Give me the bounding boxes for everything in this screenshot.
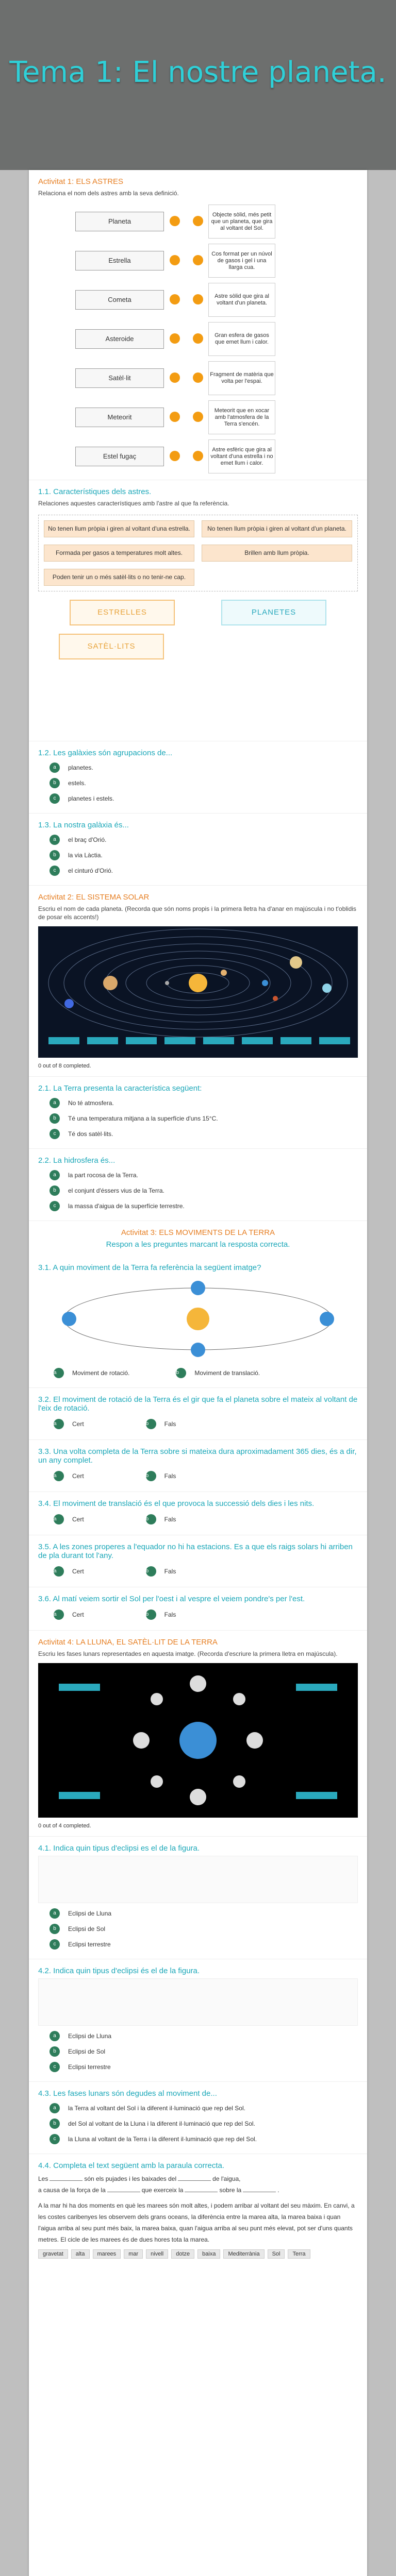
q34-option-1[interactable]: a Cert	[54, 1514, 84, 1524]
radio-a[interactable]: a	[54, 1419, 64, 1429]
radio-a[interactable]: a	[50, 1908, 60, 1919]
radio-b[interactable]: b	[50, 850, 60, 860]
q42-title: 4.2. Indica quin tipus d'eclipsi és el de la figura.	[38, 1967, 200, 1975]
match-row	[38, 201, 358, 241]
q21-title: 2.1. La Terra presenta la característica següent:	[38, 1084, 202, 1093]
orbit-svg	[38, 1275, 358, 1363]
q34-title: 3.4. El moviment de translació és el que provoca la successió dels dies i les nits.	[38, 1499, 315, 1508]
radio-a[interactable]: a	[54, 1514, 64, 1524]
q12-title: 1.2. Les galàxies són agrupacions de...	[38, 749, 173, 757]
activitat-4-title: Activitat 4: LA LLUNA, EL SATÈL·LIT DE LA TERRA	[38, 1638, 218, 1647]
radio-b[interactable]: b	[176, 1368, 186, 1378]
word-chip[interactable]: mar	[124, 2249, 143, 2259]
term-connector[interactable]	[170, 412, 180, 422]
card-1[interactable]: No tenen llum pròpia i giren al voltant d'una estrella.	[44, 520, 194, 537]
definition-connector[interactable]	[193, 255, 203, 265]
radio-b[interactable]: b	[50, 1185, 60, 1196]
q12-option-1[interactable]: a planetes.	[50, 762, 358, 773]
gap-input[interactable]	[178, 2180, 211, 2181]
match-row	[38, 319, 358, 358]
q42-option-3[interactable]: c Eclipsi terrestre	[50, 2062, 358, 2072]
radio-c[interactable]: c	[50, 1939, 60, 1950]
activitat-2-score: 0 out of 8 completed.	[38, 1063, 91, 1069]
activitat-1	[29, 170, 367, 480]
q35-title: 3.5. A les zones properes a l'equador no hi ha estacions. Es a que els raigs solars hi arriben de pla durant tot l'any.	[38, 1543, 353, 1560]
moon-phases-svg	[38, 1663, 358, 1818]
q43-option-2[interactable]: b del Sol al voltant de la Lluna i la diferent il·luminació que rep del Sol.	[50, 2119, 358, 2129]
q12-option-3[interactable]: c planetes i estels.	[50, 793, 358, 804]
drop-estrelles[interactable]: ESTRELLES	[70, 600, 175, 625]
q11	[29, 480, 367, 741]
term-box[interactable]: Planeta	[75, 212, 164, 231]
q33-option-2[interactable]: b Fals	[146, 1471, 176, 1481]
q43-option-1[interactable]: a la Terra al voltant del Sol i la diferent il·luminació que rep del Sol.	[50, 2103, 358, 2113]
radio-a[interactable]: a	[50, 2103, 60, 2113]
q32-title: 3.2. El moviment de rotació de la Terra és el gir que fa el planeta sobre el mateix al voltant de l'eix de rotació.	[38, 1395, 358, 1413]
term-connector[interactable]	[170, 372, 180, 383]
definition-box: Objecte sòlid, més petit que un planeta, que gira al voltant del Sol.	[208, 205, 275, 239]
radio-b[interactable]: b	[50, 1113, 60, 1124]
definition-box: Fragment de matèria que volta per l'espai.	[208, 361, 275, 395]
q22	[29, 1148, 367, 1221]
term-connector[interactable]	[170, 216, 180, 226]
q41-option-1[interactable]: a Eclipsi de Lluna	[50, 1908, 358, 1919]
q11-instruction: Relaciones aquestes característiques amb l'astre al que fa referència.	[38, 500, 229, 507]
activitat-2-title: Activitat 2: EL SISTEMA SOLAR	[38, 893, 150, 902]
content-page	[29, 170, 367, 2576]
definition-box: Cos format per un núvol de gasos i gel i una llarga cua.	[208, 244, 275, 278]
page-title: Tema 1: El nostre planeta.	[9, 56, 387, 89]
gap-input[interactable]	[50, 2180, 82, 2181]
q21-option-1[interactable]: a No té atmosfera.	[50, 1098, 358, 1108]
q22-title: 2.2. La hidrosfera és...	[38, 1156, 116, 1165]
activitat-4-instruction: Escriu les fases lunars representades en aquesta imatge. (Recorda d'escriure la primera lletra en majúscula).	[38, 1650, 338, 1657]
q42	[29, 1959, 367, 2081]
term-box[interactable]: Satèl·lit	[75, 368, 164, 388]
q42-option-2[interactable]: b Eclipsi de Sol	[50, 2046, 358, 2057]
q43	[29, 2081, 367, 2154]
match-row	[38, 280, 358, 319]
q11-title: 1.1. Característiques dels astres.	[38, 487, 152, 496]
word-bank	[38, 2249, 358, 2259]
q36	[29, 1587, 367, 1630]
radio-b[interactable]: b	[146, 1514, 156, 1524]
q41-option-3[interactable]: c Eclipsi terrestre	[50, 1939, 358, 1950]
q22-option-3[interactable]: c la massa d'aigua de la superfície terrestre.	[50, 1201, 358, 1211]
activitat-3	[29, 1221, 367, 1256]
word-chip[interactable]: gravetat	[38, 2249, 68, 2259]
definition-connector[interactable]	[193, 451, 203, 461]
definition-connector[interactable]	[193, 333, 203, 344]
radio-b[interactable]: b	[50, 2119, 60, 2129]
match-row	[38, 436, 358, 476]
drop-satellits[interactable]: SATÈL·LITS	[59, 634, 164, 659]
q43-title: 4.3. Les fases lunars són degudes al moviment de...	[38, 2089, 217, 2098]
radio-b[interactable]: b	[146, 1609, 156, 1620]
radio-a[interactable]: a	[50, 2031, 60, 2041]
radio-a[interactable]: a	[54, 1566, 64, 1577]
radio-c[interactable]: c	[50, 2062, 60, 2072]
definition-connector[interactable]	[193, 216, 203, 226]
q44-text: Les són els pujades i les baixades del de l'aigua, a causa de la força de la que exerceix la sobre la .	[38, 2175, 279, 2194]
card-3[interactable]: Formada per gasos a temperatures molt altes.	[44, 545, 194, 562]
radio-a[interactable]: a	[54, 1368, 64, 1378]
word-chip[interactable]: Sol	[268, 2249, 285, 2259]
q34	[29, 1492, 367, 1535]
q21-option-3[interactable]: c Té dos satèl·lits.	[50, 1129, 358, 1139]
solar-system-image	[38, 926, 358, 1058]
q31-option-1[interactable]: a Moviment de rotació.	[54, 1368, 129, 1378]
word-chip[interactable]: Mediterrània	[223, 2249, 264, 2259]
card-2[interactable]: No tenen llum pròpia i giren al voltant d'un planeta.	[202, 520, 352, 537]
radio-b[interactable]: b	[146, 1566, 156, 1577]
radio-a[interactable]: a	[50, 762, 60, 773]
radio-b[interactable]: b	[146, 1471, 156, 1481]
activitat-1-title: Activitat 1: ELS ASTRES	[38, 177, 124, 186]
radio-b[interactable]: b	[50, 1924, 60, 1934]
q41-title: 4.1. Indica quin tipus d'eclipsi es el de la figura.	[38, 1844, 200, 1853]
q42-option-1[interactable]: a Eclipsi de Lluna	[50, 2031, 358, 2041]
match-row	[38, 241, 358, 280]
radio-b[interactable]: b	[50, 2046, 60, 2057]
activitat-4	[29, 1630, 367, 1836]
word-chip[interactable]: baixa	[197, 2249, 220, 2259]
definition-box: Astre esfèric que gira al voltant d'una estrella i no emet llum i calor.	[208, 439, 275, 473]
q31-option-2[interactable]: b Moviment de translació.	[176, 1368, 260, 1378]
activitat-2	[29, 885, 367, 1076]
definition-box: Astre sòlid que gira al voltant d'un planeta.	[208, 283, 275, 317]
activitat-3-title: Activitat 3: ELS MOVIMENTS DE LA TERRA	[121, 1228, 275, 1237]
q41-option-2[interactable]: b Eclipsi de Sol	[50, 1924, 358, 1934]
radio-a[interactable]: a	[54, 1471, 64, 1481]
eclipse-image	[38, 1978, 358, 2026]
matching-list	[38, 201, 358, 476]
q21	[29, 1076, 367, 1148]
q13-option-1[interactable]: a el braç d'Orió.	[50, 835, 358, 845]
q31-title: 3.1. A quin moviment de la Terra fa referència la següent imatge?	[38, 1263, 261, 1272]
q13	[29, 813, 367, 885]
term-connector[interactable]	[170, 333, 180, 344]
q33-title: 3.3. Una volta completa de la Terra sobre si mateixa dura aproximadament 365 dies, és a dir, un any complet.	[38, 1447, 357, 1465]
radio-b[interactable]: b	[146, 1419, 156, 1429]
radio-a[interactable]: a	[54, 1609, 64, 1620]
term-box[interactable]: Estrella	[75, 251, 164, 270]
q36-title: 3.6. Al matí veiem sortir el Sol per l'oest i al vespre el veiem pondre's per l'est.	[38, 1595, 305, 1603]
word-chip[interactable]: dotze	[171, 2249, 194, 2259]
word-chip[interactable]: nivell	[146, 2249, 168, 2259]
term-connector[interactable]	[170, 255, 180, 265]
q41	[29, 1836, 367, 1959]
word-chip[interactable]: marees	[93, 2249, 121, 2259]
q32-option-1[interactable]: a Cert	[54, 1419, 84, 1429]
radio-a[interactable]: a	[50, 1098, 60, 1108]
q12	[29, 741, 367, 813]
card-5[interactable]: Poden tenir un o més satèl·lits o no tenir-ne cap.	[44, 569, 194, 586]
radio-c[interactable]: c	[50, 793, 60, 804]
radio-c[interactable]: c	[50, 2134, 60, 2144]
q13-title: 1.3. La nostra galàxia és...	[38, 821, 129, 829]
definition-box: Meteorit que en xocar amb l'atmosfera de la Terra s'encén.	[208, 400, 275, 434]
orbit-image	[38, 1275, 358, 1363]
definition-connector[interactable]	[193, 412, 203, 422]
radio-c[interactable]: c	[50, 866, 60, 876]
term-box[interactable]: Asteroide	[75, 329, 164, 349]
q36-option-2[interactable]: b Fals	[146, 1609, 176, 1620]
eclipse-image	[38, 1856, 358, 1903]
activitat-1-instruction: Relaciona el nom dels astres amb la seva definició.	[38, 190, 179, 197]
q31	[29, 1256, 367, 1387]
q43-option-3[interactable]: c la Lluna al voltant de la Terra i la diferent il·luminació que rep del Sol.	[50, 2134, 358, 2144]
q21-option-2[interactable]: b Té una temperatura mitjana a la superfície d'uns 15°C.	[50, 1113, 358, 1124]
match-row	[38, 358, 358, 397]
term-box[interactable]: Meteorit	[75, 408, 164, 427]
q44-paragraph: A la mar hi ha dos moments en què les marees són molt altes, i podem arribar al voltant del seu màxim. En canvi, a les costes caribenyes les observem dels grans oceans, la diferència entre la marea alta, la marea baixa i quan l'aigua arriba al seu punt més baix, la marea baixa, quan l'aigua arriba al seu punt més elevat, pot ser d'uns quants metres. El cicle de les marees és de dues hores tota la marea.	[38, 2202, 355, 2243]
definition-connector[interactable]	[193, 294, 203, 304]
q13-option-2[interactable]: b la via Làctia.	[50, 850, 358, 860]
activitat-4-score: 0 out of 4 completed.	[38, 1823, 91, 1829]
q34-option-2[interactable]: b Fals	[146, 1514, 176, 1524]
term-connector[interactable]	[170, 294, 180, 304]
radio-a[interactable]: a	[50, 1170, 60, 1180]
q44	[29, 2154, 367, 2263]
match-row	[38, 397, 358, 436]
q32	[29, 1387, 367, 1439]
word-chip[interactable]: alta	[71, 2249, 90, 2259]
term-box[interactable]: Estel fugaç	[75, 447, 164, 466]
term-connector[interactable]	[170, 451, 180, 461]
q35	[29, 1535, 367, 1587]
term-box[interactable]: Cometa	[75, 290, 164, 310]
moon-phases-image	[38, 1663, 358, 1818]
cards-box	[38, 515, 358, 591]
q44-title: 4.4. Completa el text següent amb la paraula correcta.	[38, 2161, 225, 2170]
q22-option-1[interactable]: a la part rocosa de la Terra.	[50, 1170, 358, 1180]
word-chip[interactable]: Terra	[288, 2249, 310, 2259]
radio-b[interactable]: b	[50, 778, 60, 788]
true-false-block	[29, 1387, 367, 1630]
q36-option-1[interactable]: a Cert	[54, 1609, 84, 1620]
eclipse-block	[29, 1836, 367, 2081]
q33-option-1[interactable]: a Cert	[54, 1471, 84, 1481]
radio-c[interactable]: c	[50, 1201, 60, 1211]
solar-system-svg	[38, 926, 358, 1058]
q22-option-2[interactable]: b el conjunt d'éssers vius de la Terra.	[50, 1185, 358, 1196]
definition-connector[interactable]	[193, 372, 203, 383]
q33	[29, 1439, 367, 1492]
q13-option-3[interactable]: c el cinturó d'Orió.	[50, 866, 358, 876]
radio-a[interactable]: a	[50, 835, 60, 845]
drop-planetes[interactable]: PLANETES	[221, 600, 326, 625]
q35-option-1[interactable]: a Cert	[54, 1566, 84, 1577]
header-banner	[0, 0, 396, 170]
q35-option-2[interactable]: b Fals	[146, 1566, 176, 1577]
activitat-3-subtitle: Respon a les preguntes marcant la resposta correcta.	[106, 1240, 290, 1249]
definition-box: Gran esfera de gasos que emet llum i calor.	[208, 322, 275, 356]
q12-option-2[interactable]: b estels.	[50, 778, 358, 788]
radio-c[interactable]: c	[50, 1129, 60, 1139]
activitat-2-instruction: Escriu el nom de cada planeta. (Recorda que són noms propis i la primera lletra ha d'anar en majúscula i no t'oblidis de posar els accents!)	[38, 905, 356, 921]
q32-option-2[interactable]: b Fals	[146, 1419, 176, 1429]
card-4[interactable]: Brillen amb llum pròpia.	[202, 545, 352, 562]
